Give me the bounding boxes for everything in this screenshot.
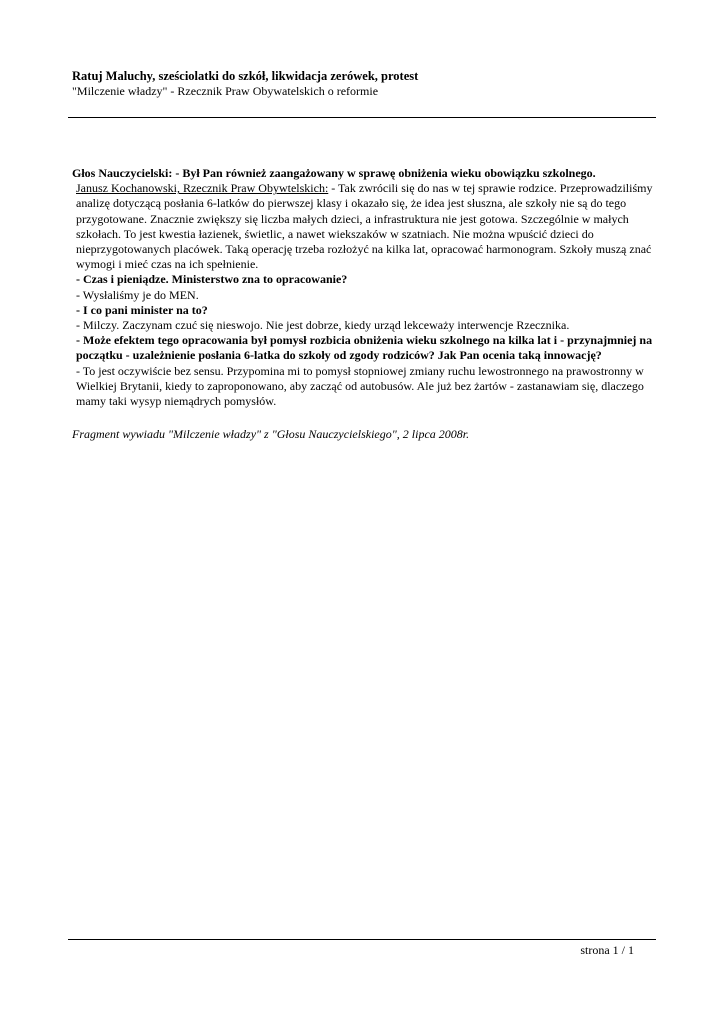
question-1-text: - Był Pan również zaangażowany w sprawę obniżenia wieku obowiązku szkolnego. (175, 166, 596, 180)
answer-3: - Milczy. Zaczynam czuć się nieswojo. Nie jest dobrze, kiedy urząd lekceważy interwencje Rzecznika. (76, 318, 570, 333)
footer-divider (68, 939, 656, 940)
source-note: Fragment wywiadu "Milczenie władzy" z "Głosu Nauczycielskiego", 2 lipca 2008r. (72, 427, 470, 441)
question-4: - Może efektem tego opracowania był pomysł rozbicia obniżenia wieku szkolnego na kilka lat i - przynajmniej na początku - uzależnienie posłania 6-latka do szkoły od zgody rodziców? Jak Pan ocenia taką innowację? (76, 333, 653, 363)
page-number: strona 1 / 1 (580, 943, 634, 957)
interview-body (72, 166, 659, 409)
answer-1 (72, 181, 659, 272)
answer-2: - Wysłaliśmy je do MEN. (76, 287, 199, 302)
question-3: - I co pani minister na to? (76, 302, 208, 317)
question-2: - Czas i pieniądze. Ministerstwo zna to opracowanie? (76, 272, 348, 287)
answer-4: - To jest oczywiście bez sensu. Przypomina mi to pomysł stopniowej zmiany ruchu lewostronnego na prawostronny w Wielkiej Brytanii, kiedy to zaproponowano, aby zacząć od autobusów. Ale już bez żartów - zastanawiam się, dlaczego mamy taki wysyp niemądrych pomysłów. (76, 363, 644, 409)
question-1-speaker: Głos Nauczycielski: (72, 166, 176, 180)
question-1 (72, 166, 659, 181)
document-header (72, 68, 662, 99)
answer-1-speaker: Janusz Kochanowski, Rzecznik Praw Obywtelskich: (76, 181, 329, 196)
document-title: Ratuj Maluchy, sześciolatki do szkół, likwidacja zerówek, protest (72, 69, 419, 83)
document-subtitle: "Milczenie władzy" - Rzecznik Praw Obywatelskich o reformie (72, 84, 379, 98)
header-divider (68, 117, 656, 118)
answer-1-text: - Tak zwrócili się do nas w tej sprawie rodzice. Przeprowadziliśmy analizę dotyczącą posłania 6-latków do pierwszej klasy i okazało się, że idea jest słuszna, ale szkoły nie są do tego przygotowane. Znacznie zwiększy się liczba małych dzieci, a infrastruktura nie jest gotowa. Szczególnie w małych szkołach. To jest kwestia łazienek, świetlic, a nawet wiekszaków w szatniach. Nie można wpuścić dzieci do nieprzygotowanych placówek. Taką operację trzeba rozłożyć na kilka lat, opracować harmonogram. Szkoły muszą znać wymogi i mieć czas na ich spełnienie. (76, 181, 653, 272)
